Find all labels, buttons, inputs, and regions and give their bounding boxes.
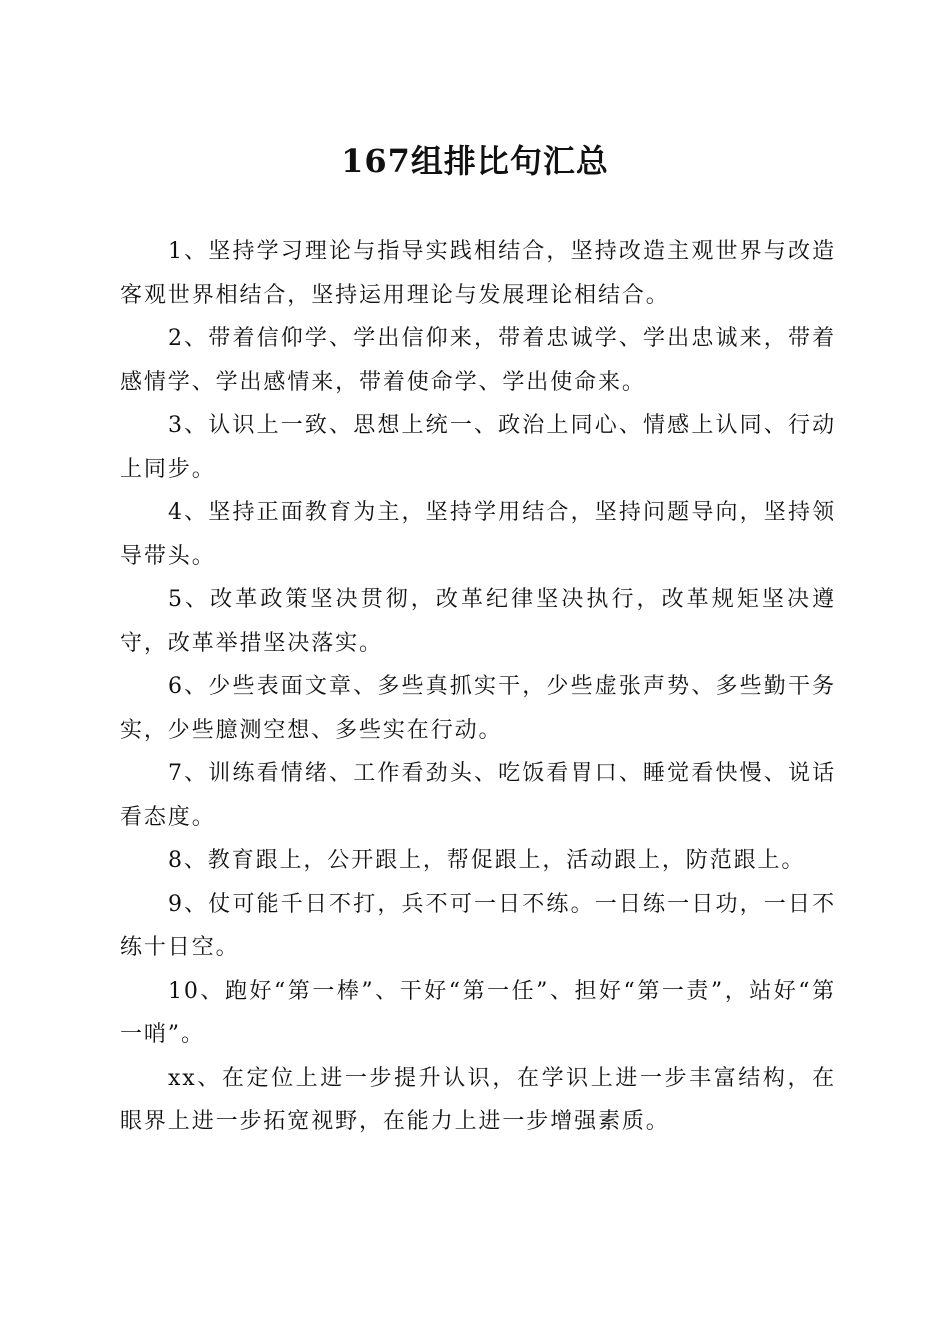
paragraph-1: 1、坚持学习理论与指导实践相结合，坚持改造主观世界与改造客观世界相结合，坚持运用理论与发展理论相结合。 [120,239,836,308]
paragraph-9: 9、仗可能千日不打，兵不可一日不练。一日练一日功，一日不练十日空。 [120,891,836,960]
paragraph-5: 5、改革政策坚决贯彻，改革纪律坚决执行，改革规矩坚决遵守，改革举措坚决落实。 [120,587,836,656]
paragraph-7: 7、训练看情绪、工作看劲头、吃饭看胃口、睡觉看快慢、说话看态度。 [120,761,836,830]
paragraph-6: 6、少些表面文章、多些真抓实干，少些虚张声势、多些勤干务实，少些臆测空想、多些实在行动。 [120,674,836,743]
page-title: 167组排比句汇总 [341,142,609,180]
document-body [120,230,836,1144]
paragraph-8: 8、教育跟上，公开跟上，帮促跟上，活动跟上，防范跟上。 [168,848,806,873]
paragraph-3: 3、认识上一致、思想上统一、政治上同心、情感上认同、行动上同步。 [120,413,836,482]
paragraph-10: 10、跑好“第一棒”、干好“第一任”、担好“第一责”，站好“第一哨”。 [120,978,836,1047]
paragraph-11: xx、在定位上进一步提升认识，在学识上进一步丰富结构，在眼界上进一步拓宽视野，在能力上进一步增强素质。 [120,1065,836,1134]
paragraph-2: 2、带着信仰学、学出信仰来，带着忠诚学、学出忠诚来，带着感情学、学出感情来，带着使命学、学出使命来。 [120,326,836,395]
paragraph-4: 4、坚持正面教育为主，坚持学用结合，坚持问题导向，坚持领导带头。 [120,500,836,569]
